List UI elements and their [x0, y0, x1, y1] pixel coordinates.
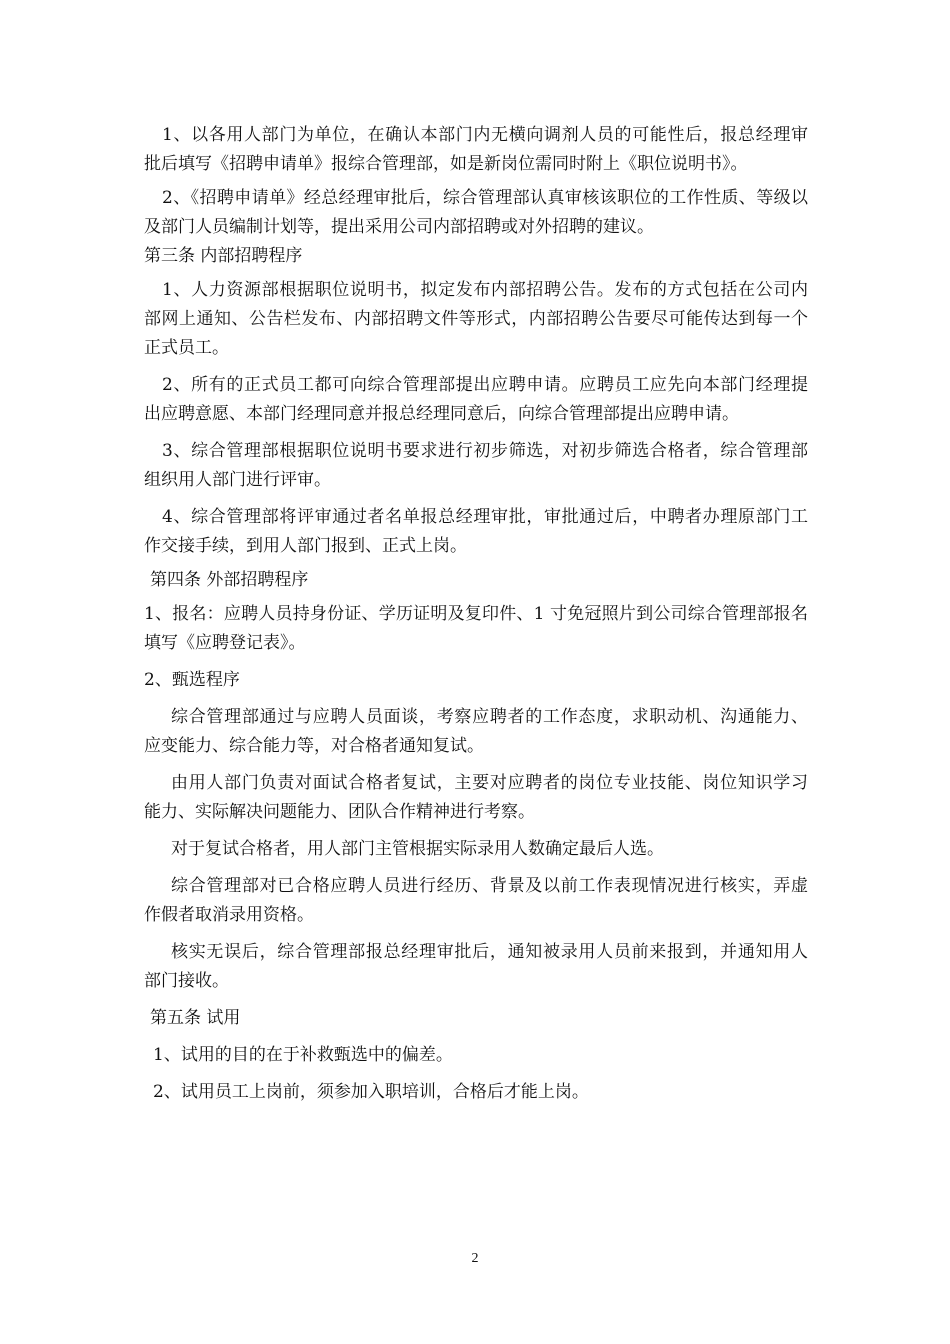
section-heading: 第三条 内部招聘程序 [144, 246, 303, 266]
paragraph-line: 部网上通知、公告栏发布、内部招聘文件等形式，内部招聘公告要尽可能传达到每一个 [144, 309, 808, 329]
page-number: 2 [471, 1251, 479, 1266]
paragraph-line: 对于复试合格者，用人部门主管根据实际录用人数确定最后人选。 [171, 839, 664, 859]
paragraph-line: 填写《应聘登记表》。 [144, 633, 306, 653]
paragraph-line: 应变能力、综合能力等，对合格者通知复试。 [144, 736, 484, 756]
paragraph-line: 能力、实际解决问题能力、团队合作精神进行考察。 [144, 802, 535, 822]
paragraph-line: 2、《招聘申请单》经总经理审批后，综合管理部认真审核该职位的工作性质、等级以 [162, 188, 808, 208]
paragraph-line: 1、试用的目的在于补救甄选中的偏差。 [153, 1045, 453, 1065]
paragraph-line: 1、报名：应聘人员持身份证、学历证明及复印件、1 寸免冠照片到公司综合管理部报名 [144, 604, 808, 624]
paragraph-line: 2、所有的正式员工都可向综合管理部提出应聘申请。应聘员工应先向本部门经理提 [162, 375, 808, 395]
paragraph-line: 作交接手续，到用人部门报到、正式上岗。 [144, 536, 467, 556]
section-heading: 第五条 试用 [150, 1008, 241, 1028]
paragraph-line: 3、综合管理部根据职位说明书要求进行初步筛选，对初步筛选合格者，综合管理部 [162, 441, 808, 461]
paragraph-line: 2、甄选程序 [144, 670, 240, 690]
paragraph-line: 1、以各用人部门为单位，在确认本部门内无横向调剂人员的可能性后，报总经理审 [162, 125, 808, 145]
paragraph-line: 综合管理部通过与应聘人员面谈，考察应聘者的工作态度，求职动机、沟通能力、 [171, 707, 808, 727]
paragraph-line: 4、综合管理部将评审通过者名单报总经理审批，审批通过后，中聘者办理原部门工 [162, 507, 808, 527]
paragraph-line: 作假者取消录用资格。 [144, 905, 314, 925]
document-body [144, 121, 808, 1107]
paragraph-line: 组织用人部门进行评审。 [144, 470, 331, 490]
paragraph-line: 批后填写《招聘申请单》报综合管理部，如是新岗位需同时附上《职位说明书》。 [144, 154, 748, 174]
paragraph-line: 部门接收。 [144, 971, 229, 991]
paragraph-line: 1、人力资源部根据职位说明书，拟定发布内部招聘公告。发布的方式包括在公司内 [162, 280, 808, 300]
paragraph-line: 正式员工。 [144, 338, 229, 358]
paragraph-line: 由用人部门负责对面试合格者复试，主要对应聘者的岗位专业技能、岗位知识学习 [171, 773, 808, 793]
paragraph-line: 出应聘意愿、本部门经理同意并报总经理同意后，向综合管理部提出应聘申请。 [144, 404, 739, 424]
paragraph-line: 及部门人员编制计划等，提出采用公司内部招聘或对外招聘的建议。 [144, 217, 654, 237]
paragraph-line: 2、试用员工上岗前，须参加入职培训，合格后才能上岗。 [153, 1082, 589, 1102]
section-heading: 第四条 外部招聘程序 [150, 570, 309, 590]
paragraph-line: 综合管理部对已合格应聘人员进行经历、背景及以前工作表现情况进行核实，弄虚 [171, 876, 808, 896]
paragraph-line: 核实无误后，综合管理部报总经理审批后，通知被录用人员前来报到，并通知用人 [171, 942, 808, 962]
